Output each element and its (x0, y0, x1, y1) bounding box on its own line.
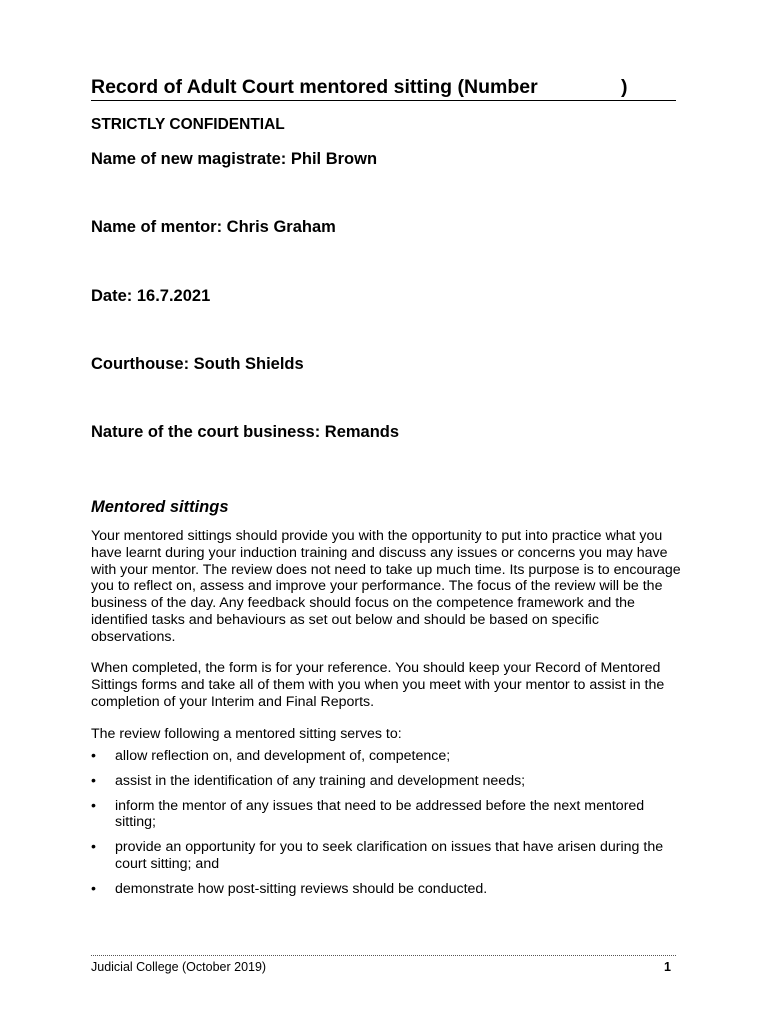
review-lead-paragraph: The review following a mentored sitting serves to: (91, 726, 402, 742)
courthouse-field: Courthouse: South Shields (91, 355, 304, 373)
list-item-text: provide an opportunity for you to seek clarification on issues that have arisen during the court sitting; and (115, 839, 664, 872)
list-item (91, 798, 676, 832)
bullet-icon: • (91, 772, 96, 789)
date-field: Date: 16.7.2021 (91, 287, 211, 305)
bullet-icon: • (91, 839, 96, 856)
page-number: 1 (664, 960, 671, 974)
confidential-label: STRICTLY CONFIDENTIAL (91, 116, 285, 133)
document-page (91, 0, 681, 1024)
title-close-paren: ) (621, 76, 628, 98)
page-title: Record of Adult Court mentored sitting (Number (91, 76, 538, 98)
list-item-text: assist in the identification of any training and development needs; (115, 772, 526, 789)
bullet-icon: • (91, 797, 96, 814)
list-item-text: inform the mentor of any issues that need to be addressed before the next mentored sitting; (115, 797, 645, 831)
list-item (91, 881, 676, 898)
court-business-field: Nature of the court business: Remands (91, 423, 400, 441)
reference-paragraph: When completed, the form is for your reference. You should keep your Record of Mentored Sittings forms and take all of them with you when you meet with your mentor to assist in the completion of your Interim and Final Reports. (91, 660, 665, 710)
review-purpose-list (91, 748, 676, 906)
list-item (91, 773, 676, 790)
title-row (91, 76, 676, 101)
bullet-icon: • (91, 880, 96, 897)
intro-paragraph: Your mentored sittings should provide you with the opportunity to put into practice what you have learnt during your induction training and discuss any issues or concerns you may have with your mentor. The review does not need to take up much time. Its purpose is to encourage you to reflect on, assess and improve your performance. The focus of the review will be the business of the day. Any feedback should focus on the competence framework and the identified tasks and behaviours as set out below and should be based on specific observations. (91, 528, 681, 645)
footer-divider (91, 955, 676, 956)
magistrate-name-field: Name of new magistrate: Phil Brown (91, 150, 378, 168)
bullet-icon: • (91, 748, 96, 764)
list-item (91, 839, 676, 873)
section-heading: Mentored sittings (91, 498, 229, 516)
list-item (91, 748, 676, 765)
list-item-text: allow reflection on, and development of, competence; (115, 748, 451, 764)
list-item-text: demonstrate how post-sitting reviews should be conducted. (115, 880, 488, 897)
footer-publisher: Judicial College (October 2019) (91, 960, 267, 974)
mentor-name-field: Name of mentor: Chris Graham (91, 218, 336, 236)
